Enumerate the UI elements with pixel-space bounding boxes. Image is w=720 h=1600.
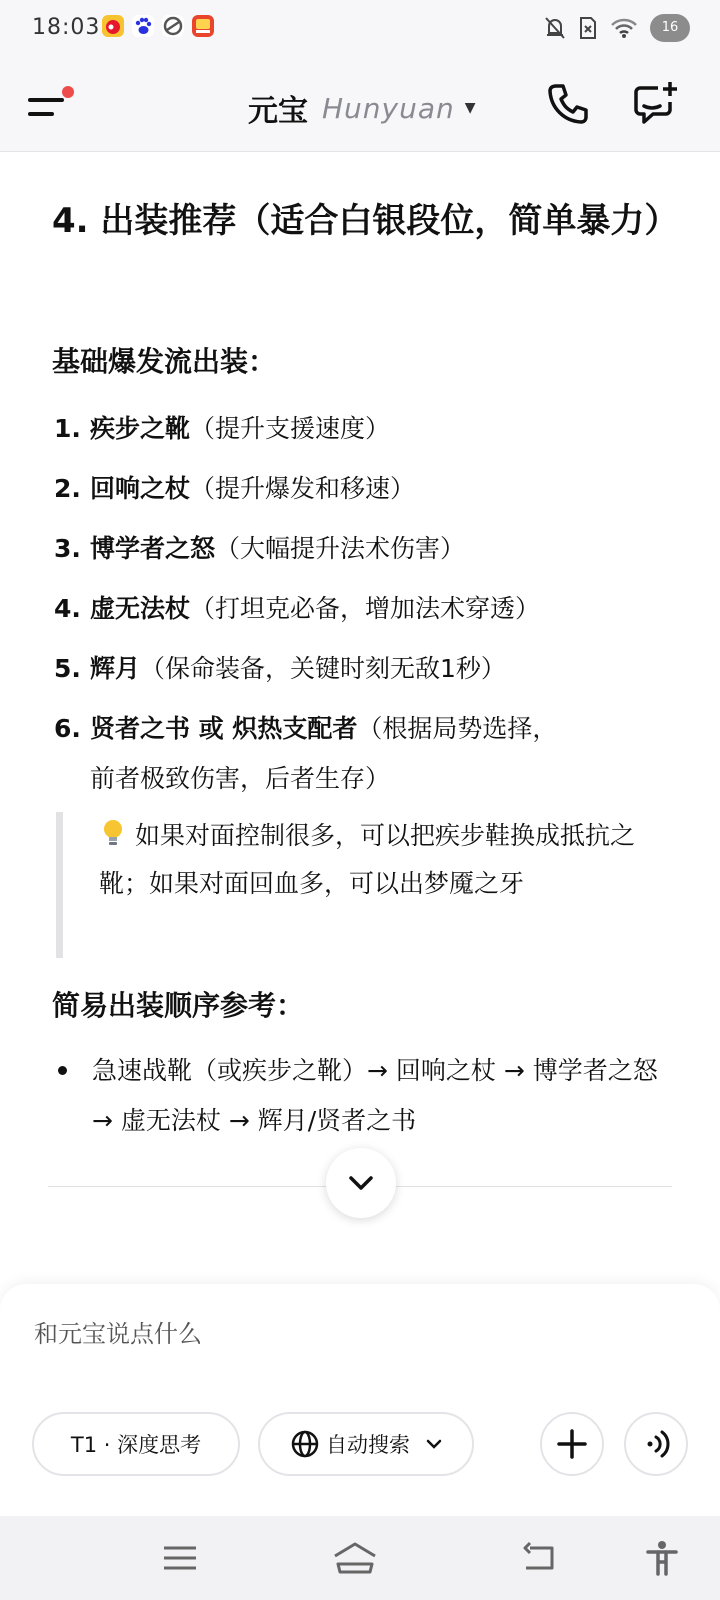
voice-wave-icon bbox=[626, 1414, 686, 1474]
bullet-dot bbox=[58, 1066, 67, 1075]
home-icon bbox=[332, 1540, 378, 1576]
new-chat-button[interactable] bbox=[632, 80, 680, 128]
scroll-to-bottom-button[interactable] bbox=[326, 1148, 396, 1218]
recent-apps-icon bbox=[160, 1540, 200, 1576]
order-text: 急速战靴（或疾步之靴）→ 回响之杖 → 博学者之怒 → 虚无法杖 → 辉月/贤者之书 bbox=[92, 1056, 658, 1135]
accessibility-icon bbox=[644, 1540, 680, 1576]
auto-search-label: 自动搜索 bbox=[326, 1433, 410, 1457]
lightbulb-icon bbox=[99, 818, 127, 848]
back-button[interactable] bbox=[520, 1540, 560, 1576]
caret-down-icon: ▼ bbox=[464, 100, 476, 116]
bell-muted-icon bbox=[544, 16, 566, 40]
tip-blockquote bbox=[56, 812, 668, 958]
accessibility-button[interactable] bbox=[644, 1540, 684, 1576]
sim-off-icon bbox=[578, 16, 598, 40]
chevron-down-icon bbox=[348, 1172, 374, 1194]
list-item: 6. 贤者之书 或 炽热支配者（根据局势选择， 前者极致伤害，后者生存） bbox=[54, 714, 558, 793]
voice-input-button[interactable] bbox=[624, 1412, 688, 1476]
auto-search-dropdown[interactable] bbox=[258, 1412, 474, 1476]
globe-icon bbox=[290, 1429, 320, 1459]
list-item: 1. 疾步之靴（提升支援速度） bbox=[54, 414, 391, 443]
battery-indicator: 16 bbox=[650, 14, 690, 42]
tip-text: 如果对面控制很多，可以把疾步鞋换成抵抗之靴；如果对面回血多，可以出梦魇之牙 bbox=[99, 821, 636, 898]
list-item: 3. 博学者之怒（大幅提升法术伤害） bbox=[54, 534, 466, 563]
app-title: 元宝 bbox=[248, 94, 308, 129]
wifi-icon bbox=[610, 17, 638, 39]
order-title: 简易出装顺序参考： bbox=[52, 989, 305, 1022]
status-indicators bbox=[544, 14, 690, 42]
menu-button[interactable] bbox=[26, 86, 72, 126]
burst-build-title: 基础爆发流出装： bbox=[52, 345, 277, 378]
chat-content[interactable] bbox=[0, 152, 720, 1252]
status-app-icons bbox=[102, 15, 214, 37]
model-name: Hunyuan bbox=[322, 91, 455, 125]
back-icon bbox=[520, 1540, 560, 1576]
input-panel bbox=[0, 1284, 720, 1516]
list-item: 4. 虚无法杖（打坦克必备，增加法术穿透） bbox=[54, 594, 541, 623]
model-selector[interactable] bbox=[248, 86, 476, 130]
recent-apps-button[interactable] bbox=[160, 1540, 200, 1576]
baidu-icon bbox=[132, 15, 154, 37]
red-app-icon bbox=[192, 15, 214, 37]
swirl-app-icon bbox=[162, 15, 184, 37]
list-item: 5. 辉月（保命装备，关键时刻无敌1秒） bbox=[54, 654, 506, 683]
plus-icon bbox=[542, 1414, 602, 1474]
list-item bbox=[58, 1046, 668, 1146]
home-button[interactable] bbox=[332, 1540, 378, 1576]
phone-icon bbox=[546, 82, 590, 126]
list-item: 2. 回响之杖（提升爆发和移速） bbox=[54, 474, 416, 503]
system-nav-bar bbox=[0, 1516, 720, 1600]
message-input[interactable] bbox=[34, 1314, 674, 1354]
phone-call-button[interactable] bbox=[546, 82, 590, 126]
add-attachment-button[interactable] bbox=[540, 1412, 604, 1476]
menu-icon bbox=[28, 98, 64, 102]
deep-think-toggle[interactable] bbox=[32, 1412, 240, 1476]
app-header bbox=[0, 58, 720, 152]
notification-dot bbox=[62, 86, 74, 98]
weibo-icon bbox=[102, 15, 124, 37]
status-time: 18:03 bbox=[32, 15, 101, 40]
deep-think-label: T1 · 深度思考 bbox=[70, 1433, 202, 1457]
new-chat-icon bbox=[632, 80, 680, 128]
section-title: 4. 出装推荐（适合白银段位，简单暴力） bbox=[52, 201, 679, 241]
status-bar bbox=[0, 0, 720, 58]
chevron-down-icon bbox=[426, 1438, 442, 1450]
